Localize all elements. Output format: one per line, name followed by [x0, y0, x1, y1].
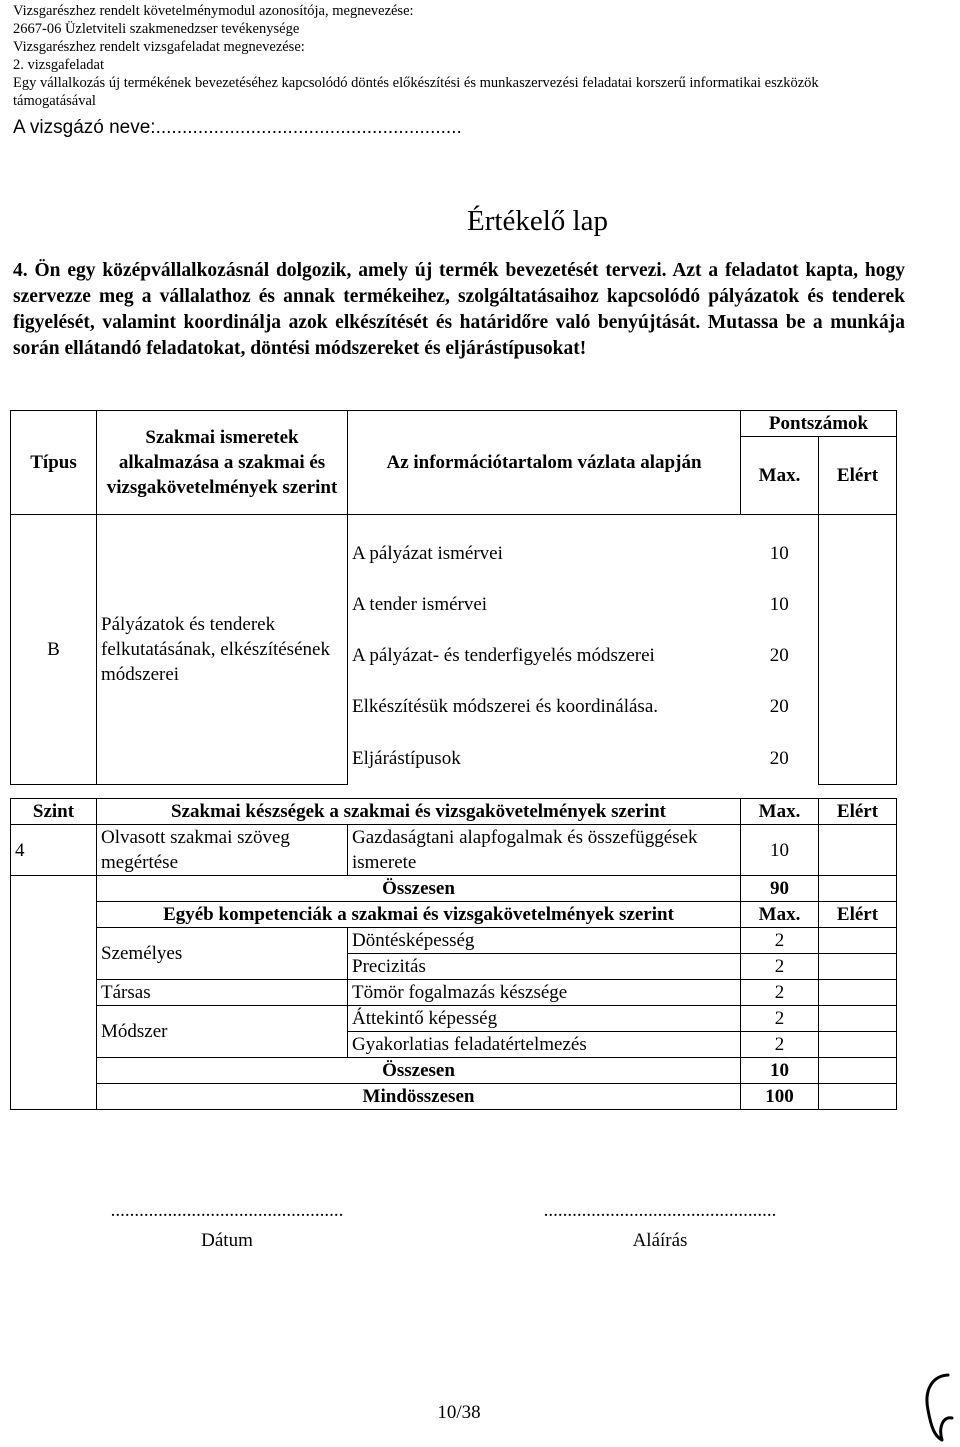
competency-max: 2 [741, 1032, 819, 1058]
col-max-header: Max. [741, 437, 819, 515]
task-description: 4. Ön egy középvállalkozásnál dolgozik, amely új termék bevezetését tervezi. Azt a feladatot kapta, hogy szervezze meg a vállalathoz és annak termékeihez, szolgáltatásaihoz kapcsolódó pályázatok és tenderek figyelését, valamint koordinálja azok elkészítését és határidőre való benyújtását. Mutassa be a munkája során ellátandó feladatokat, döntési módszereket és eljárástípusokat! [13, 260, 905, 359]
skills-level-header: Szint [11, 799, 97, 825]
competency-max: 2 [741, 980, 819, 1006]
info-item: Elkészítésük módszerei és koordinálása. [352, 695, 659, 717]
competency-max: 2 [741, 1006, 819, 1032]
competency-item: Precizitás [348, 954, 741, 980]
info-item: A tender ismérvei [352, 593, 488, 615]
header-line-task-number: 2. vizsgafeladat [13, 57, 104, 73]
col-achieved-header: Elért [819, 437, 897, 515]
candidate-name-line: A vizsgázó neve:.......................................................... [13, 117, 462, 138]
competency-item: Tömör fogalmazás készsége [348, 980, 741, 1006]
header-line-module: Vizsgarészhez rendelt követelménymodul azonosítója, megnevezése: [13, 3, 414, 19]
other-competencies-header: Egyéb kompetenciák a szakmai és vizsgakövetelmények szerint [97, 902, 741, 928]
date-dots: ................................................. [110, 1200, 344, 1221]
info-item: A pályázat ismérvei [352, 542, 503, 564]
knowledge-value: Pályázatok és tenderek felkutatásának, elkészítésének módszerei [97, 515, 348, 785]
skill-level-value: 4 [11, 825, 97, 876]
header-line-task-title: Egy vállalkozás új termékének bevezetéséhez kapcsolódó döntés előkészítési és munkaszervezési feladatai korszerű informatikai eszközök [13, 75, 819, 91]
subtotal-value: 10 [741, 1058, 819, 1084]
date-label: Dátum [201, 1230, 253, 1251]
header-line-module-name: 2667-06 Üzletviteli szakmenedzser tevékenysége [13, 21, 300, 37]
competency-item: Döntésképesség [348, 928, 741, 954]
skill-max: 10 [741, 825, 819, 876]
date-block [82, 1196, 372, 1256]
max-value: 20 [769, 747, 789, 769]
page-header [13, 2, 943, 110]
info-item: A pályázat- és tenderfigyelés módszerei [352, 644, 655, 666]
header-line-task-label: Vizsgarészhez rendelt vizsgafeladat megnevezése: [13, 39, 305, 55]
skill-detail: Gazdaságtani alapfogalmak és összefüggések ismerete [348, 825, 741, 876]
other-achieved-header: Elért [819, 902, 897, 928]
page-number: 10/38 [437, 1402, 481, 1423]
max-value: 20 [769, 644, 789, 666]
subtotal-label: Összesen [97, 876, 741, 902]
subtotal-label: Összesen [97, 1058, 741, 1084]
achieved-cell [819, 515, 897, 785]
grand-total-value: 100 [741, 1084, 819, 1110]
evaluation-table [10, 410, 897, 785]
type-value: B [11, 515, 97, 785]
max-value: 10 [769, 542, 789, 564]
skills-header: Szakmai készségek a szakmai és vizsgakövetelmények szerint [97, 799, 741, 825]
competency-item: Gyakorlatias feladatértelmezés [348, 1032, 741, 1058]
signature-label: Aláírás [632, 1230, 688, 1251]
competency-group: Személyes [97, 928, 348, 980]
signature-dots: ................................................. [543, 1200, 777, 1221]
competency-item: Áttekintő képesség [348, 1006, 741, 1032]
info-item: Eljárástípusok [352, 747, 461, 769]
page-title: Értékelő lap [467, 205, 608, 237]
other-max-header: Max. [741, 902, 819, 928]
skills-max-header: Max. [741, 799, 819, 825]
max-value: 20 [769, 695, 789, 717]
competency-table [10, 798, 897, 1110]
skill-achieved [819, 825, 897, 876]
col-points-header: Pontszámok [741, 411, 897, 437]
competency-max: 2 [741, 928, 819, 954]
competency-max: 2 [741, 954, 819, 980]
handwritten-mark [918, 1370, 958, 1445]
skills-achieved-header: Elért [819, 799, 897, 825]
header-line-task-title-cont: támogatásával [13, 93, 96, 109]
subtotal-value: 90 [741, 876, 819, 902]
col-type-header: Típus [11, 411, 97, 515]
signature-block [515, 1196, 805, 1256]
competency-group: Társas [97, 980, 348, 1006]
competency-group: Módszer [97, 1006, 348, 1058]
col-info-header: Az információtartalom vázlata alapján [348, 411, 741, 515]
skill-name: Olvasott szakmai szöveg megértése [97, 825, 348, 876]
grand-total-label: Mindösszesen [97, 1084, 741, 1110]
max-value: 10 [769, 593, 789, 615]
col-knowledge-header: Szakmai ismeretek alkalmazása a szakmai és vizsgakövetelmények szerint [97, 411, 348, 515]
